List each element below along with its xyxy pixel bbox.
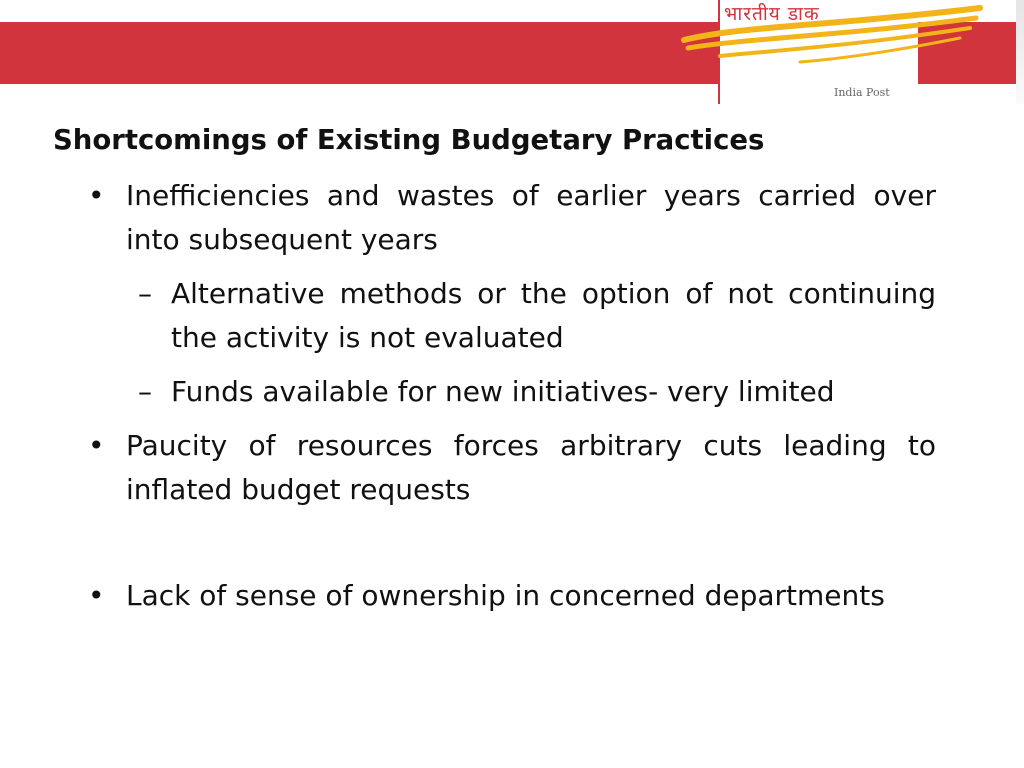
sub-bullet-item <box>88 370 936 414</box>
logo-hindi-text: भारतीय डाक <box>724 3 820 25</box>
bullet-item <box>88 574 936 618</box>
dash-marker: – <box>138 375 152 408</box>
sub-bullet-text: Alternative methods or the option of not continuing the activity is not evaluated <box>171 277 936 354</box>
bullet-marker: • <box>88 429 105 462</box>
bullet-marker: • <box>88 179 105 212</box>
bullet-text: Paucity of resources forces arbitrary cuts leading to inflated budget requests <box>126 429 936 506</box>
bullet-marker: • <box>88 579 105 612</box>
bullet-list <box>88 174 936 618</box>
slide-title: Shortcomings of Existing Budgetary Practices <box>53 124 765 156</box>
slide-edge <box>1016 0 1024 104</box>
bullet-text: Lack of sense of ownership in concerned departments <box>126 579 885 612</box>
sub-bullet-item <box>88 272 936 360</box>
dash-marker: – <box>138 277 152 310</box>
sub-bullet-text: Funds available for new initiatives- very limited <box>171 375 835 408</box>
logo-english-text: India Post <box>834 86 890 99</box>
bullet-item <box>88 424 936 512</box>
bullet-item <box>88 174 936 262</box>
bullet-text: Inefficiencies and wastes of earlier years carried over into subsequent years <box>126 179 936 256</box>
